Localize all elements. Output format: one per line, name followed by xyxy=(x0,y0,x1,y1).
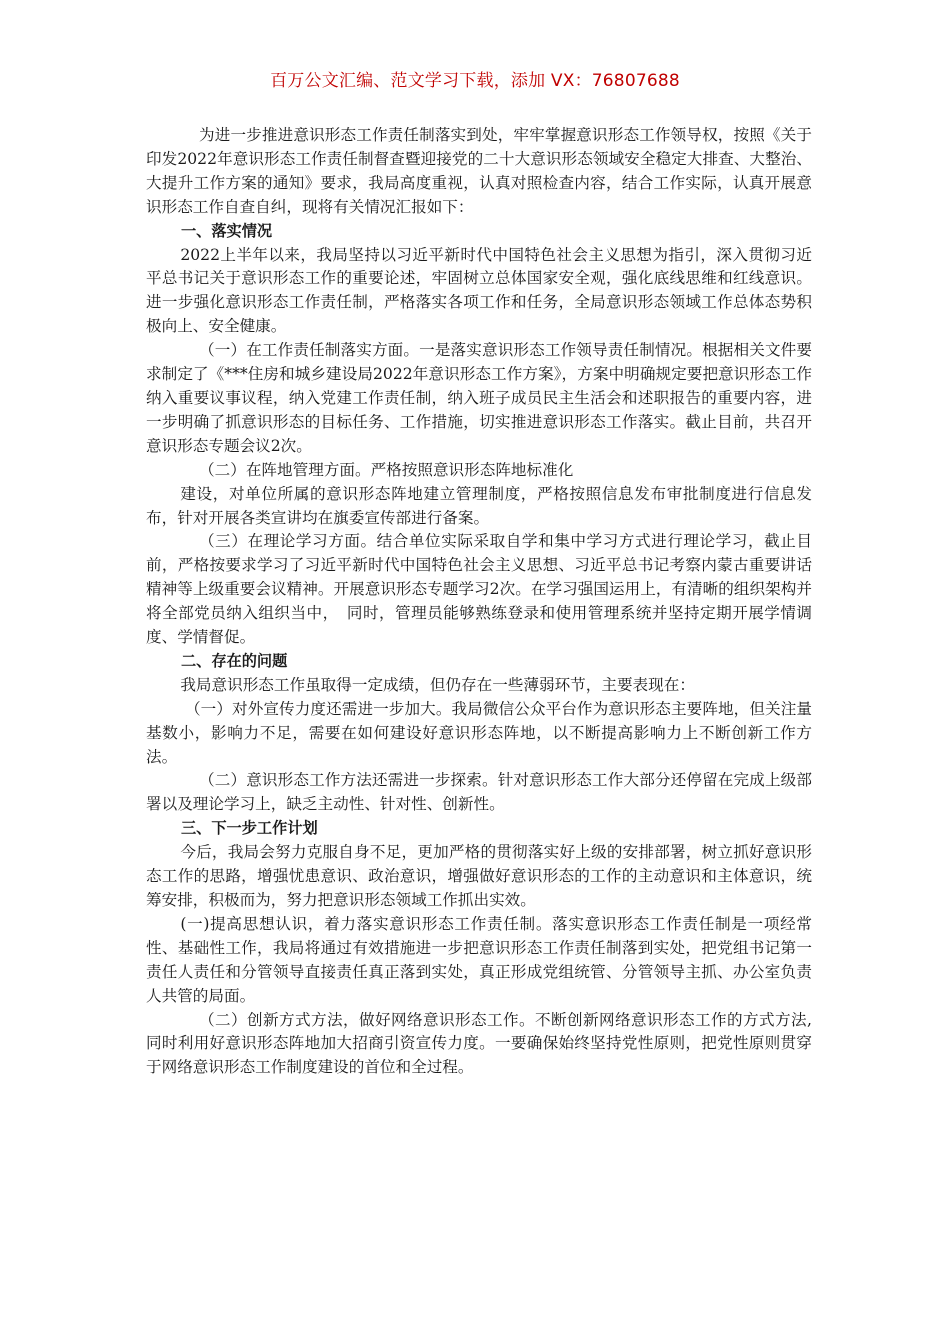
paragraph-7: （二）意识形态工作方法还需进一步探索。针对意识形态工作大部分还停留在完成上级部署以及理论学习上，缺乏主动性、针对性、创新性。 xyxy=(146,771,812,814)
header-banner: 百万公文汇编、范文学习下载，添加 VX：76807688 xyxy=(270,71,680,91)
paragraph-5: 我局意识形态工作虽取得一定成绩，但仍存在一些薄弱环节，主要表现在： xyxy=(180,675,695,694)
paragraph-4: （三）在理论学习方面。结合单位实际采取自学和集中学习方式进行理论学习，截止目前，严格按要求学习了习近平新时代中国特色社会主义思想、习近平总书记考察内蒙古重要讲话精神等上级重要会议精神。开展意识形态专题学习2次。在学习强国运用上，有清晰的组织架构并将全部党员纳入组织当中， 同时，管理员能够熟练登录和使用管理系统并坚持定期开展学情调度、学情督促。 xyxy=(146,532,812,647)
paragraph-2: （一）在工作责任制落实方面。一是落实意识形态工作领导责任制情况。根据相关文件要求制定了《***住房和城乡建设局2022年意识形态工作方案》，方案中明确规定要把意识形态工作纳入重要议事议程，纳入党建工作责任制，纳入班子成员民主生活会和述职报告的重要内容，进一步明确了抓意识形态的目标任务、工作措施，切实推进意识形态工作落实。截止目前，共召开意识形态专题会议2次。 xyxy=(146,341,812,455)
paragraph-6: （一）对外宣传力度还需进一步加大。我局微信公众平台作为意识形态主要阵地，但关注量基数小，影响力不足，需要在如何建设好意识形态阵地，以不断提高影响力上不断创新工作方法。 xyxy=(146,699,812,766)
section-heading-3: 三、下一步工作计划 xyxy=(180,819,318,838)
paragraph-3a: （二）在阵地管理方面。严格按照意识形态阵地标准化 xyxy=(199,460,574,479)
paragraph-8: 今后，我局会努力克服自身不足，更加严格的贯彻落实好上级的安排部署，树立抓好意识形态工作的思路，增强忧患意识、政治意识，增强做好意识形态的工作的主动意识和主体意识，统筹安排，积极而为，努力把意识形态领域工作抓出实效。 xyxy=(146,843,812,909)
document-body xyxy=(146,124,812,1080)
section-heading-1: 一、落实情况 xyxy=(180,221,273,240)
paragraph-1: 2022上半年以来，我局坚持以习近平新时代中国特色社会主义思想为指引，深入贯彻习近平总书记关于意识形态工作的重要论述，牢固树立总体国家安全观，强化底线思维和红线意识。进一步强化意识形态工作责任制，严格落实各项工作和任务，全局意识形态领域工作总体态势积极向上、安全健康。 xyxy=(146,245,812,336)
paragraph-10: （二）创新方式方法，做好网络意识形态工作。不断创新网络意识形态工作的方式方法,同时利用好意识形态阵地加大招商引资宣传力度。一要确保始终坚持党性原则，把党性原则贯穿于网络意识形态工作制度建设的首位和全过程。 xyxy=(146,1010,812,1077)
intro-paragraph: 为进一步推进意识形态工作责任制落实到处，牢牢掌握意识形态工作领导权，按照《关于印发2022年意识形态工作责任制督查暨迎接党的二十大意识形态领域安全稳定大排查、大整治、大提升工作方案的通知》要求，我局高度重视，认真对照检查内容，结合工作实际，认真开展意识形态工作自查自纠，现将有关情况汇报如下： xyxy=(146,126,812,216)
paragraph-9: (一)提高思想认识，着力落实意识形态工作责任制。落实意识形态工作责任制是一项经常性、基础性工作，我局将通过有效措施进一步把意识形态工作责任制落到实处，把党组书记第一责任人责任和分管领导直接责任真正落到实处，真正形成党组统管、分管领导主抓、办公室负责人共管的局面。 xyxy=(146,914,812,1005)
section-heading-2: 二、存在的问题 xyxy=(180,651,288,670)
paragraph-3b: 建设，对单位所属的意识形态阵地建立管理制度，严格按照信息发布审批制度进行信息发布，针对开展各类宣讲均在旗委宣传部进行备案。 xyxy=(146,484,812,527)
